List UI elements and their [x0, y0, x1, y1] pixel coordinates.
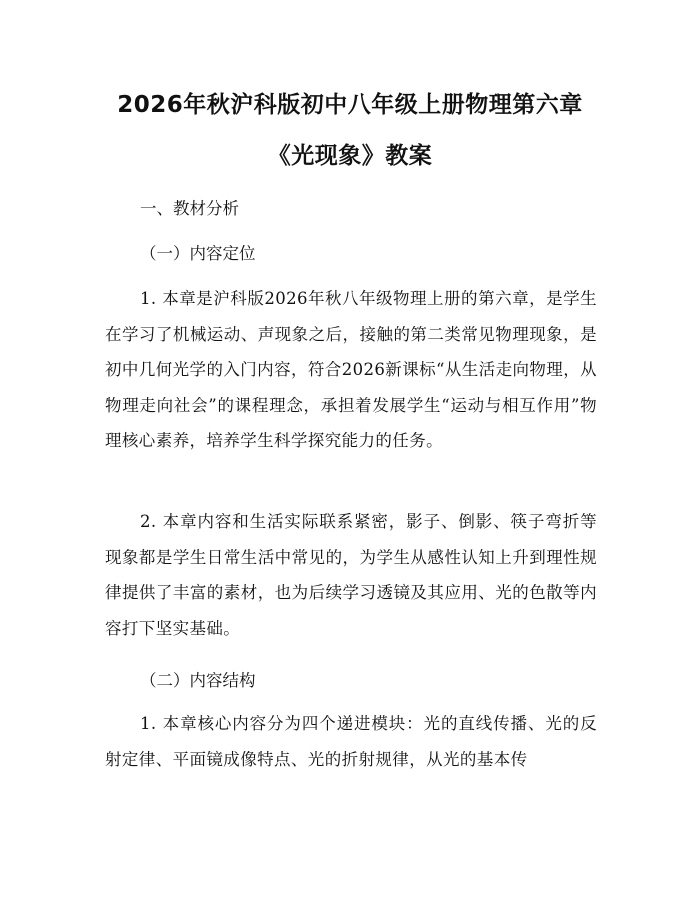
document-title-line-1: 2026年秋沪科版初中八年级上册物理第六章: [117, 92, 583, 118]
paragraph-3: [105, 706, 597, 777]
paragraph-3-text: 1. 本章核心内容分为四个递进模块：光的直线传播、光的反射定律、平面镜成像特点、光的折射规律，从光的基本传: [105, 714, 597, 769]
paragraph-2-text: 2. 本章内容和生活实际联系紧密，影子、倒影、筷子弯折等现象都是学生日常生活中常见的，为学生从感性认知上升到理性规律提供了丰富的素材，也为后续学习透镜及其应用、光的色散等内容打下坚实基础。: [105, 512, 597, 638]
paragraph-1: [105, 281, 597, 459]
subsection-heading-content-positioning: （一）内容定位: [140, 244, 256, 263]
paragraph-1-text: 1. 本章是沪科版2026年秋八年级物理上册的第六章，是学生在学习了机械运动、声现象之后，接触的第二类常见物理现象，是初中几何光学的入门内容，符合2026新课标“从生活走向物理，从物理走向社会”的课程理念，承担着发展学生“运动与相互作用”物理核心素养，培养学生科学探究能力的任务。: [105, 289, 597, 450]
document-title-line-2: 《光现象》教案: [267, 143, 433, 169]
section-heading-textbook-analysis: 一、教材分析: [140, 199, 239, 218]
subsection-heading-content-structure: （二）内容结构: [140, 671, 256, 690]
paragraph-2: [105, 504, 597, 646]
